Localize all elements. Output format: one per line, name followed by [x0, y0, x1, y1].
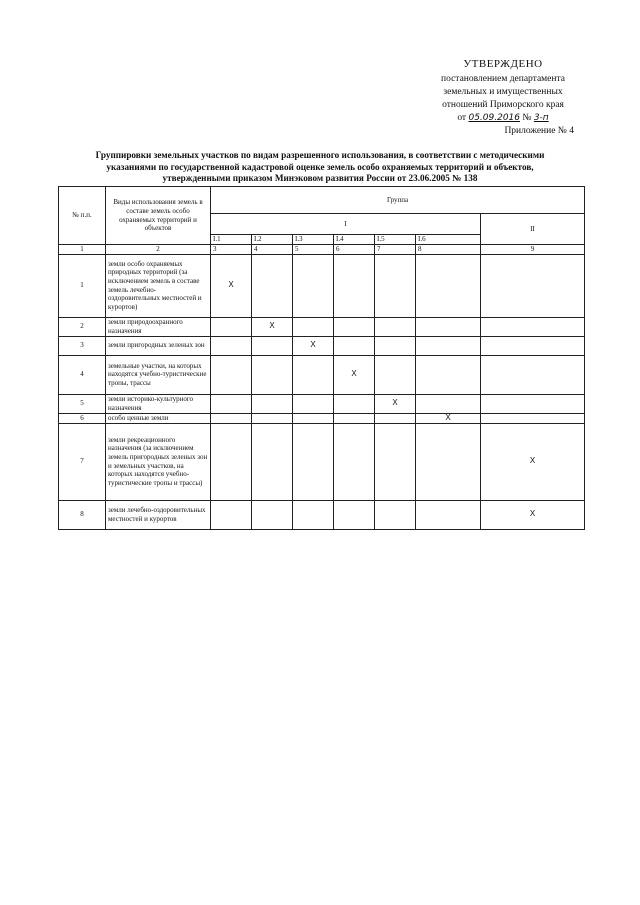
index-cell: 6: [334, 245, 375, 255]
land-use-type: особо ценные земли: [106, 413, 211, 423]
group-mark: [334, 336, 375, 355]
group-mark: [252, 394, 293, 413]
group-mark: [481, 355, 585, 394]
document-title: [60, 150, 580, 185]
row-number: 5: [59, 394, 106, 413]
group-mark: [481, 394, 585, 413]
group-mark: [252, 336, 293, 355]
header-row-number: № п.п.: [59, 187, 106, 245]
row-number: 1: [59, 254, 106, 317]
group-mark: X: [375, 394, 416, 413]
header-subgroup: I.4: [334, 235, 375, 245]
index-cell: 2: [106, 245, 211, 255]
header-land-use-type: Виды использования земель в составе земель особо охраняемых территорий и объектов: [106, 187, 211, 245]
land-use-type: земли историко-культурного назначения: [106, 394, 211, 413]
index-cell: 3: [211, 245, 252, 255]
approval-date: 05.09.2016: [468, 113, 520, 123]
group-mark: [211, 413, 252, 423]
title-line-1: Группировки земельных участков по видам разрешенного использования, в соответствии с методическими: [95, 150, 545, 160]
group-mark: [481, 336, 585, 355]
approval-date-line: [418, 112, 588, 125]
row-number: 4: [59, 355, 106, 394]
table-row: [59, 254, 585, 317]
date-prefix: от: [457, 113, 467, 123]
group-mark: X: [481, 423, 585, 500]
appendix-label: Приложение № 4: [504, 126, 574, 136]
group-mark: X: [252, 317, 293, 336]
table-row: [59, 500, 585, 529]
header-subgroup: I.1: [211, 235, 252, 245]
group-mark: [211, 355, 252, 394]
index-cell: 1: [59, 245, 106, 255]
group-mark: [334, 254, 375, 317]
group-mark: [481, 317, 585, 336]
index-cell: 5: [293, 245, 334, 255]
group-mark: [252, 254, 293, 317]
land-use-type: земли природоохранного назначения: [106, 317, 211, 336]
group-mark: [375, 423, 416, 500]
row-number: 3: [59, 336, 106, 355]
group-mark: [293, 254, 334, 317]
table-row: [59, 394, 585, 413]
row-number: 2: [59, 317, 106, 336]
group-mark: [211, 317, 252, 336]
group-mark: [293, 500, 334, 529]
group-mark: [252, 423, 293, 500]
group-mark: [293, 423, 334, 500]
row-number: 6: [59, 413, 106, 423]
group-mark: [334, 423, 375, 500]
header-subgroup: I.6: [416, 235, 481, 245]
approval-heading: УТВЕРЖДЕНО: [463, 58, 543, 70]
group-mark: [334, 317, 375, 336]
land-use-type: земельные участки, на которых находятся учебно-туристические тропы, трассы: [106, 355, 211, 394]
group-mark: [211, 394, 252, 413]
group-mark: [375, 413, 416, 423]
group-mark: [416, 336, 481, 355]
group-mark: X: [211, 254, 252, 317]
group-mark: [334, 394, 375, 413]
group-mark: [375, 254, 416, 317]
table-row: [59, 355, 585, 394]
group-mark: X: [334, 355, 375, 394]
index-cell: 4: [252, 245, 293, 255]
group-mark: [334, 500, 375, 529]
group-mark: [211, 336, 252, 355]
approval-number: 3-п: [533, 113, 549, 123]
group-mark: X: [481, 500, 585, 529]
group-mark: [211, 500, 252, 529]
table-row: [59, 317, 585, 336]
approval-line-2: земельных и имущественных: [443, 87, 563, 97]
group-mark: [481, 254, 585, 317]
table-row: [59, 423, 585, 500]
group-mark: [375, 500, 416, 529]
approval-stamp: [418, 58, 588, 138]
group-mark: [293, 317, 334, 336]
table-row: [59, 413, 585, 423]
approval-line-3: отношений Приморского края: [442, 100, 564, 110]
group-mark: [334, 413, 375, 423]
title-line-3: утвержденными приказом Минэковом развития России от 23.06.2005 № 138: [162, 173, 478, 183]
group-mark: [252, 355, 293, 394]
group-mark: [252, 413, 293, 423]
header-subgroup: I.2: [252, 235, 293, 245]
group-mark: [416, 394, 481, 413]
header-group-I: I: [211, 214, 481, 235]
row-number: 8: [59, 500, 106, 529]
number-prefix: №: [522, 113, 532, 123]
index-cell: 9: [481, 245, 585, 255]
group-mark: [375, 355, 416, 394]
row-number: 7: [59, 423, 106, 500]
header-subgroup: I.5: [375, 235, 416, 245]
group-mark: [416, 423, 481, 500]
group-mark: [416, 500, 481, 529]
group-mark: [416, 254, 481, 317]
group-mark: [481, 413, 585, 423]
group-mark: [211, 423, 252, 500]
table-row: [59, 336, 585, 355]
group-mark: [416, 355, 481, 394]
land-use-type: земли лечебно-оздоровительных местностей и курортов: [106, 500, 211, 529]
group-mark: X: [293, 336, 334, 355]
group-mark: [293, 394, 334, 413]
group-mark: [375, 317, 416, 336]
group-mark: [416, 317, 481, 336]
land-use-type: земли пригородных зеленых зон: [106, 336, 211, 355]
group-mark: [293, 413, 334, 423]
group-mark: [375, 336, 416, 355]
land-use-type: земли особо охраняемых природных территорий (за исключением земель в составе земель лечебно-оздоровительных местностей и курортов): [106, 254, 211, 317]
group-mark: X: [416, 413, 481, 423]
title-line-2: указаниями по государственной кадастровой оценке земель особо охраняемых территорий и объектов,: [106, 161, 534, 172]
index-cell: 8: [416, 245, 481, 255]
header-subgroup: I.3: [293, 235, 334, 245]
index-cell: 7: [375, 245, 416, 255]
land-use-type: земли рекреационного назначения (за исключением земель пригородных зеленых зон и земельных участков, на которых находятся учебно-туристические тропы и трассы): [106, 423, 211, 500]
header-groups: Группа: [211, 187, 585, 214]
header-group-II: II: [481, 214, 585, 245]
approval-line-1: постановлением департамента: [441, 74, 565, 84]
group-mark: [293, 355, 334, 394]
grouping-table: [58, 186, 585, 530]
group-mark: [252, 500, 293, 529]
